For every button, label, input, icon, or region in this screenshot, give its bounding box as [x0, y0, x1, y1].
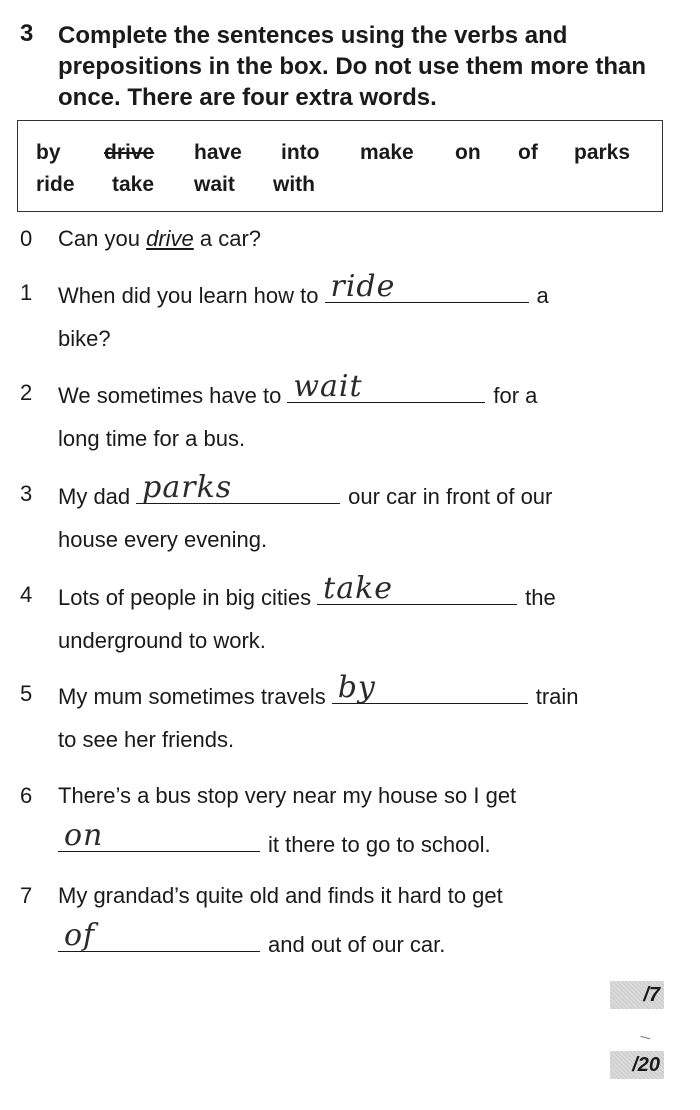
answer-blank[interactable] — [317, 571, 517, 606]
item-number: 2 — [20, 380, 33, 405]
answer-blank[interactable] — [332, 670, 528, 705]
sentence-text: My mum sometimes travels — [58, 684, 326, 709]
sentence-line — [58, 269, 549, 309]
handwritten-answer: by — [337, 670, 376, 705]
word-box — [17, 120, 663, 212]
sentence-text: My dad — [58, 484, 131, 509]
sentence-text: Can you — [58, 226, 140, 251]
exercise-number: 3 — [20, 20, 34, 47]
item-number: 3 — [20, 481, 33, 506]
word-with: with — [273, 173, 315, 196]
sentence-continuation: to see her friends. — [58, 727, 235, 752]
sentence-continuation: bike? — [58, 326, 111, 351]
handwritten-answer: take — [323, 571, 394, 606]
answer-blank[interactable] — [58, 918, 260, 953]
item-number: 4 — [20, 582, 33, 607]
sentence-continuation: underground to work. — [58, 628, 266, 653]
word-drive-crossed: drive — [104, 141, 155, 164]
item-number: 1 — [20, 280, 33, 305]
item-number: 6 — [20, 783, 33, 808]
sentence-text: train — [535, 684, 579, 709]
answer-blank[interactable] — [325, 269, 529, 304]
total-score-box: /20 — [610, 1051, 664, 1079]
sentence-text: Lots of people in big cities — [58, 585, 312, 610]
sentence-line — [58, 470, 553, 510]
sentence-line: There’s a bus stop very near my house so I get — [58, 783, 517, 808]
exercise-instructions: Complete the sentences using the verbs and prepositions in the box. Do not use them more than once. There are four extra words. — [58, 22, 647, 111]
word-have: have — [194, 141, 242, 164]
item-number: 7 — [20, 883, 33, 908]
section-score-box: /7 — [610, 981, 664, 1009]
example-answer: drive — [146, 226, 194, 251]
sentence-text: and out of our car. — [268, 932, 446, 957]
sentence-text: our car in front of our — [348, 484, 553, 509]
sentence-text: When did you learn how to — [58, 283, 319, 308]
sentence-continuation: long time for a bus. — [58, 426, 246, 451]
sentence-line: My grandad’s quite old and finds it hard to get — [58, 883, 503, 908]
word-by: by — [36, 141, 61, 164]
sentence-continuation — [58, 918, 446, 958]
item-number: 0 — [20, 226, 33, 251]
sentence-text: the — [525, 585, 556, 610]
item-number: 5 — [20, 681, 33, 706]
word-make: make — [360, 141, 414, 164]
pen-mark — [640, 1036, 651, 1042]
word-parks: parks — [574, 141, 631, 164]
sentence-line — [58, 670, 579, 710]
word-of: of — [518, 141, 538, 164]
handwritten-answer: wait — [293, 369, 363, 404]
sentence-line — [58, 571, 556, 611]
word-wait: wait — [194, 173, 235, 196]
sentence-text: a — [536, 283, 549, 308]
word-on: on — [455, 141, 481, 164]
handwritten-answer: ride — [330, 269, 396, 304]
word-into: into — [281, 141, 320, 164]
answer-blank[interactable] — [58, 818, 260, 853]
sentence-text: it there to go to school. — [268, 832, 491, 857]
handwritten-answer: of — [64, 918, 96, 953]
handwritten-answer: on — [64, 818, 104, 853]
answer-blank[interactable] — [136, 470, 340, 505]
handwritten-answer: parks — [142, 470, 233, 505]
sentence-continuation: house every evening. — [58, 527, 268, 552]
word-ride: ride — [36, 173, 75, 196]
word-take: take — [112, 173, 155, 196]
sentence-line — [58, 226, 261, 252]
sentence-line — [58, 369, 538, 409]
sentence-text: We sometimes have to — [58, 383, 282, 408]
sentence-text: for a — [493, 383, 538, 408]
answer-blank[interactable] — [287, 369, 485, 404]
sentence-text: a car? — [199, 226, 262, 251]
sentence-continuation — [58, 818, 491, 858]
